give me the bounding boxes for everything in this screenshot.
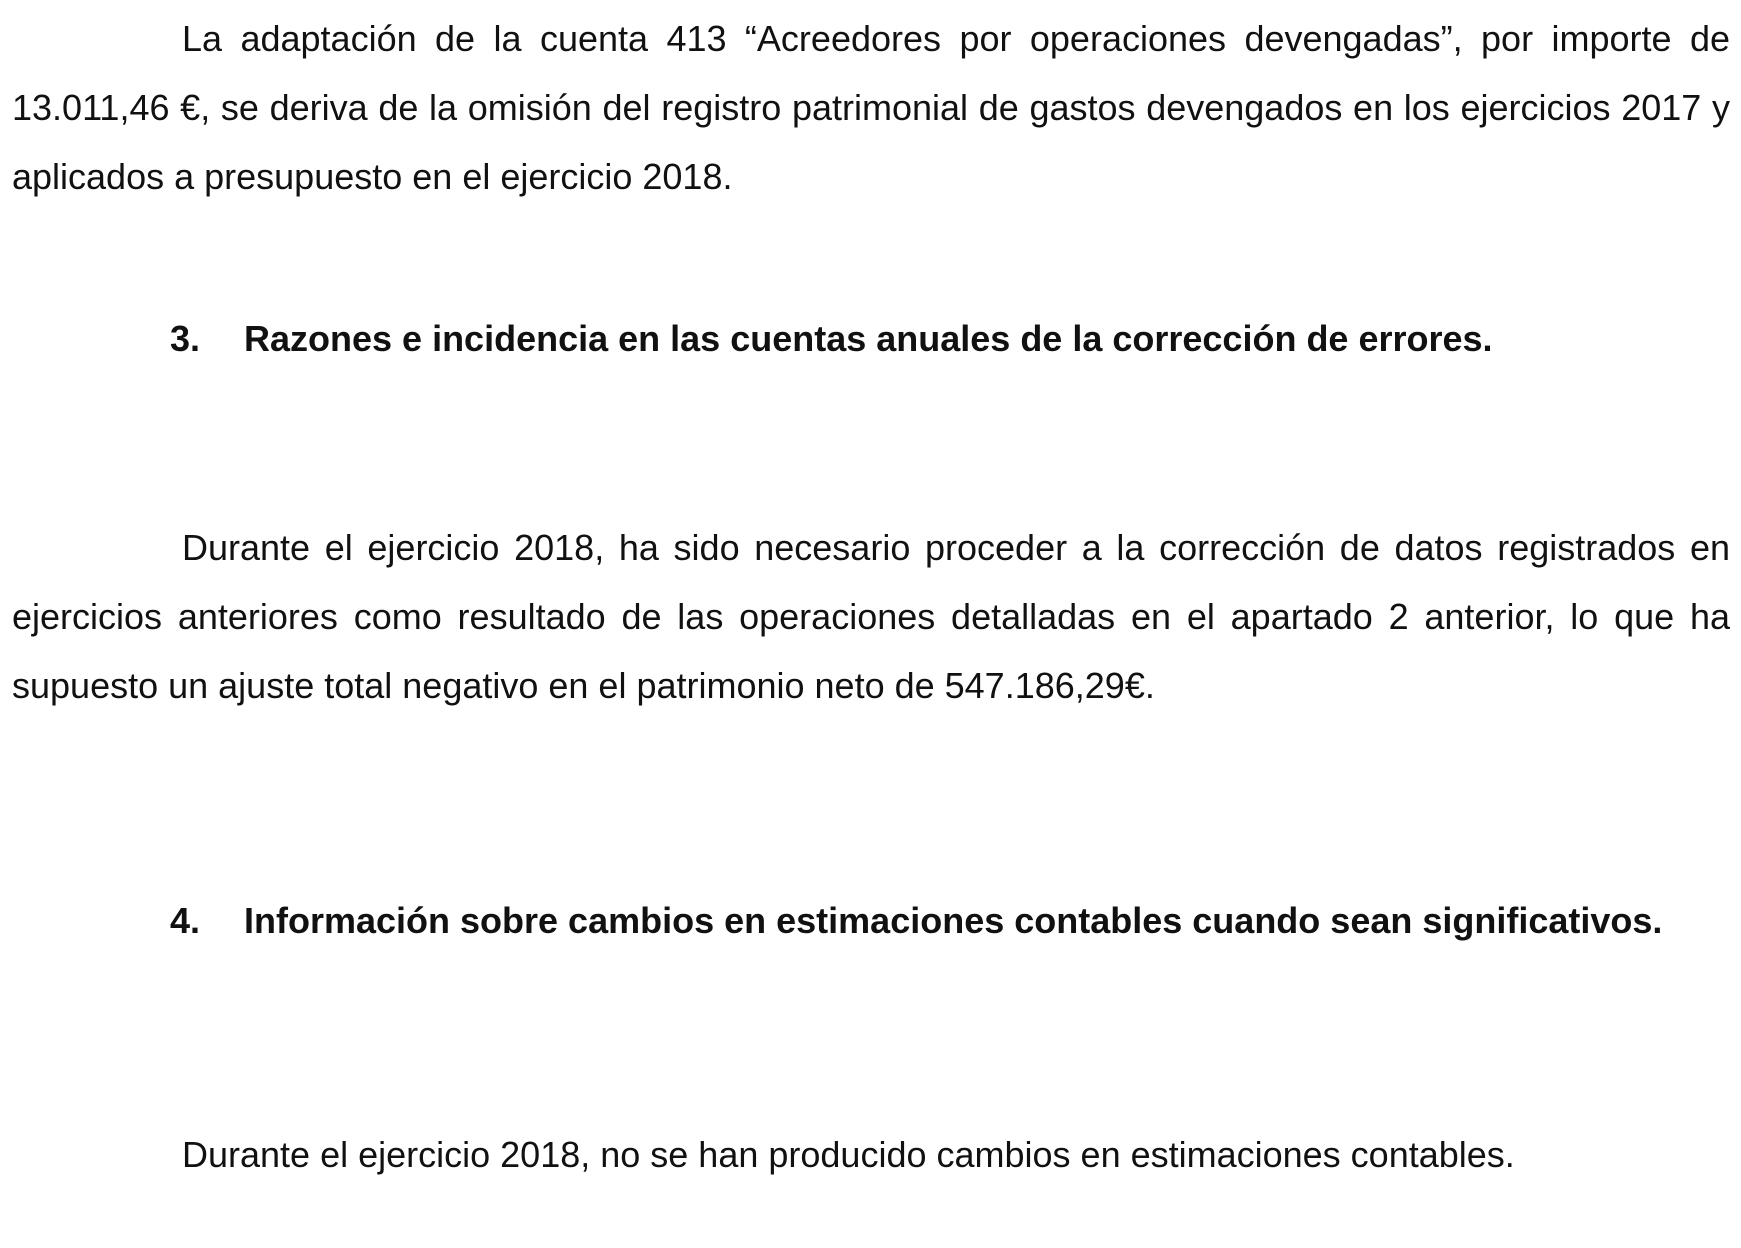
paragraph-cuenta-413: La adaptación de la cuenta 413 “Acreedores por operaciones devengadas”, por importe de 13.011,46 €, se deriva de la omisión del registro patrimonial de gastos devengados en los ejercicios 2017 y aplicados a presupuesto en el ejercicio 2018. <box>12 18 1730 197</box>
section-title-4: Información sobre cambios en estimaciones contables cuando sean significativos. <box>244 900 1663 941</box>
section-number-4: 4. <box>170 900 201 941</box>
section-heading-4 <box>170 886 1730 955</box>
section-title-3: Razones e incidencia en las cuentas anuales de la corrección de errores. <box>244 318 1493 359</box>
paragraph-estimaciones-contables: Durante el ejercicio 2018, no se han producido cambios en estimaciones contables. <box>182 1134 1515 1175</box>
section-number-3: 3. <box>170 318 201 359</box>
paragraph-correccion-errores: Durante el ejercicio 2018, ha sido necesario proceder a la corrección de datos registrados en ejercicios anteriores como resultado de las operaciones detalladas en el apartado 2 anterior, lo que ha supuesto un ajuste total negativo en el patrimonio neto de 547.186,29€. <box>12 527 1730 706</box>
section-heading-3 <box>170 304 1730 373</box>
